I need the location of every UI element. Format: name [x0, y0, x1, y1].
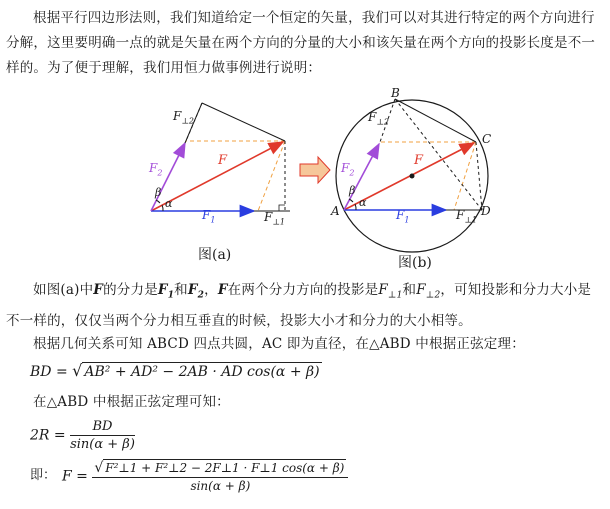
label-F2-a: $F_2$: [149, 161, 163, 178]
label-F2-b: $F_2$: [341, 161, 355, 178]
label-alpha-b: α: [359, 196, 367, 209]
formula-2r: 2R = $\frac{BD}{\sin(\alpha + \beta)}$: [30, 419, 135, 452]
guide-line: [258, 141, 285, 211]
sine-law-paragraph: 在△ABD 中根据正弦定理可知：: [33, 394, 230, 410]
formula-bd: BD = √ AB² + AD² − 2AB · AD cos(α + β): [30, 361, 320, 380]
formula-f: F = $\frac{\text{√ F²⊥1 + F²⊥2 − 2F⊥1 · F⊥1 cos(α + β)}}{\sin(\alpha + \beta)}$: [62, 460, 348, 493]
transition-arrow: [300, 157, 330, 183]
angle-arc: [355, 204, 356, 210]
label-Fperp2-b: $F_{\perp 2}$: [368, 110, 389, 127]
label-C: C: [482, 132, 492, 146]
chord-BD: [395, 99, 482, 210]
caption-b: 图(b): [398, 255, 432, 271]
formula-f-prefix: 即：: [30, 468, 57, 483]
geometry-paragraph: 根据几何关系可知 ABCD 四点共圆，AC 即为直径，在△ABD 中根据正弦定理：: [33, 336, 525, 352]
label-beta-b: β: [349, 184, 356, 197]
perp-line: [202, 103, 285, 141]
label-Fperp2-a: $F_{\perp 2}$: [173, 109, 194, 126]
label-Fperp1-a: $F_{\perp 1}$: [264, 210, 285, 227]
chord-CD: [476, 142, 482, 210]
explain-paragraph: 如图(a)中F的分力是$F_1$和$F_2$，F在两个分力方向的投影是$F_{\perp 1}$和$F_{\perp 2}$，可知投影和分力大小是不一样的，仅仅当两个分力相互垂直的时候，投影大小才和分力的大小相等。: [6, 282, 592, 329]
label-beta-a: β: [155, 186, 162, 199]
label-alpha-a: α: [165, 197, 173, 210]
intro-paragraph: 根据平行四边形法则，我们知道给定一个恒定的矢量，我们可以对其进行特定的两个方向进行分解，这里要明确一点的就是矢量在两个方向的分量的大小和该矢量在两个方向的投影长度是不一样的。为了便于理解，我们用恒力做事例进行说明：: [6, 10, 596, 76]
label-B: B: [391, 86, 400, 100]
figure-b: [336, 99, 488, 252]
angle-arc: [162, 205, 163, 211]
label-F-a: F: [218, 153, 228, 168]
center-point: [410, 174, 415, 179]
label-Fperp1-b: $F_{\perp 1}$: [456, 208, 477, 225]
label-D: D: [481, 204, 491, 218]
label-A: A: [331, 204, 340, 218]
caption-a: 图(a): [198, 247, 232, 263]
label-F1-b: $F_1$: [396, 208, 410, 225]
label-F1-a: $F_1$: [202, 208, 216, 225]
label-F-b: F: [414, 153, 424, 168]
